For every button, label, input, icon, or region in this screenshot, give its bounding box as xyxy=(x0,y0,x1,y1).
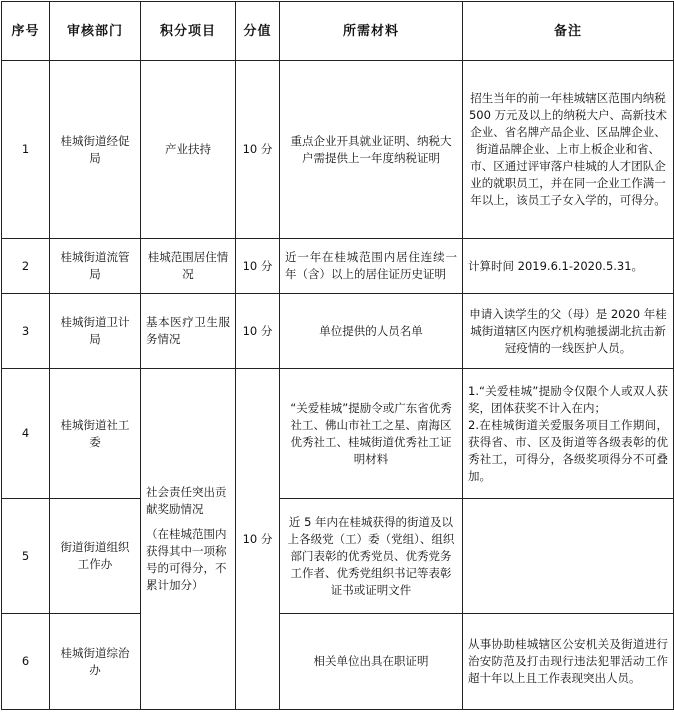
row-dept: 桂城街道卫计局 xyxy=(50,294,141,369)
table-row xyxy=(2,239,674,294)
project-title: 社会责任突出贡献奖励情况 xyxy=(146,485,227,516)
row-seq: 3 xyxy=(2,294,50,369)
header-project: 积分项目 xyxy=(141,2,236,61)
row-project: 桂城范围居住情况 xyxy=(141,239,236,294)
row-dept: 桂城街道流管局 xyxy=(50,239,141,294)
row-material: 单位提供的人员名单 xyxy=(280,294,463,369)
merged-project-cell xyxy=(141,369,236,710)
row-note: 申请入读学生的父（母）是 2020 年桂城街道辖区内医疗机构驰援湖北抗击新冠疫情的一线医护人员。 xyxy=(463,294,674,369)
row-dept: 桂城街道综治办 xyxy=(50,614,141,710)
row-note xyxy=(463,499,674,614)
row-dept: 桂城街道经促局 xyxy=(50,61,141,239)
row-material: 重点企业开具就业证明、纳税大户需提供上一年度纳税证明 xyxy=(280,61,463,239)
row-seq: 5 xyxy=(2,499,50,614)
project-condition: （在桂城范围内获得其中一项称号的可得分，不累计加分） xyxy=(146,527,227,592)
note-item: 2.在桂城街道关爱服务项目工作期间，获得省、市、区及街道等各级表彰的优秀社工，可得分，各级奖项得分不可叠加。 xyxy=(468,417,668,483)
row-material: “关爱桂城”提励令或广东省优秀社工、佛山市社工之星、南海区优秀社工、桂城街道优秀社工证明材料 xyxy=(280,369,463,499)
header-seq: 序号 xyxy=(2,2,50,61)
row-material: 近一年在桂城范围内居住连续一年（含）以上的居住证历史证明 xyxy=(280,239,463,294)
table-row xyxy=(2,369,674,499)
row-seq: 1 xyxy=(2,61,50,239)
row-seq: 2 xyxy=(2,239,50,294)
row-score: 10 分 xyxy=(236,294,280,369)
row-material: 近 5 年内在桂城获得的街道及以上各级党（工）委（党组）、组织部门表彰的优秀党员、优秀党务工作者、优秀党组织书记等表彰证书或证明文件 xyxy=(280,499,463,614)
header-material: 所需材料 xyxy=(280,2,463,61)
row-seq: 6 xyxy=(2,614,50,710)
header-score: 分值 xyxy=(236,2,280,61)
row-dept: 桂城街道社工委 xyxy=(50,369,141,499)
table-row xyxy=(2,614,674,710)
merged-score-cell: 10 分 xyxy=(236,369,280,710)
row-note: 计算时间 2019.6.1-2020.5.31。 xyxy=(463,239,674,294)
row-score: 10 分 xyxy=(236,61,280,239)
row-dept: 街道街道组织工作办 xyxy=(50,499,141,614)
table-row xyxy=(2,61,674,239)
note-item: 1.“关爱桂城”提励令仅限个人或双人获奖，团体获奖不计入在内； xyxy=(468,383,668,415)
header-note: 备注 xyxy=(463,2,674,61)
row-material: 相关单位出具在职证明 xyxy=(280,614,463,710)
table-row xyxy=(2,499,674,614)
header-dept: 审核部门 xyxy=(50,2,141,61)
row-project: 产业扶持 xyxy=(141,61,236,239)
row-note xyxy=(463,369,674,499)
row-note: 从事协助桂城辖区公安机关及街道进行治安防范及打击现行违法犯罪活动工作超十年以上且工作表现突出人员。 xyxy=(463,614,674,710)
row-project: 基本医疗卫生服务情况 xyxy=(141,294,236,369)
points-table xyxy=(1,1,674,710)
table-row xyxy=(2,294,674,369)
row-seq: 4 xyxy=(2,369,50,499)
row-note: 招生当年的前一年桂城辖区范围内纳税 500 万元及以上的纳税大户、高新技术企业、省名牌产品企业、区品牌企业、街道品牌企业、上市上板企业和省、市、区通过评审落户桂城的人才团队企业的就职员工，并在同一企业工作满一年以上，该员工子女入学的，可得分。 xyxy=(463,61,674,239)
row-score: 10 分 xyxy=(236,239,280,294)
header-row xyxy=(2,2,674,61)
